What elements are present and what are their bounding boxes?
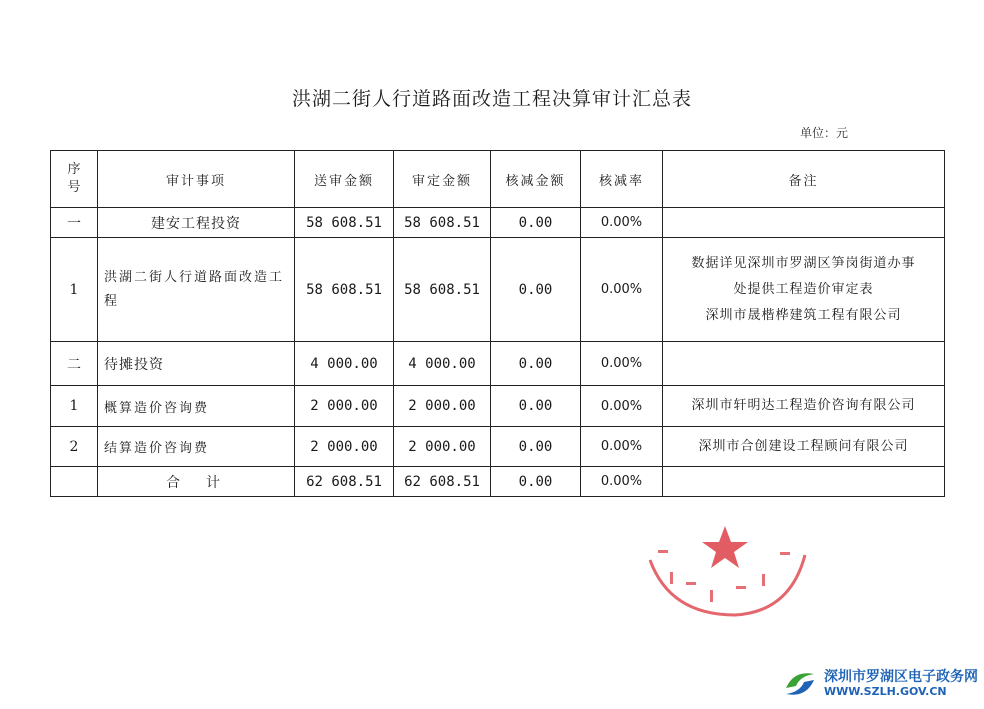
row-reduction: 0.00: [491, 386, 581, 427]
row-approved: 4 000.00: [394, 342, 491, 386]
header-item: 审计事项: [98, 151, 295, 208]
row-submitted: 58 608.51: [295, 208, 394, 238]
row-seq: 1: [51, 238, 98, 342]
row-approved: 2 000.00: [394, 427, 491, 467]
egov-url: WWW.SZLH.GOV.CN: [824, 685, 947, 698]
row-seq: 2: [51, 427, 98, 467]
row-seq: 1: [51, 386, 98, 427]
header-reduction: 核减金额: [491, 151, 581, 208]
unit-label: 单位：元: [800, 126, 849, 140]
row-submitted: 2 000.00: [295, 427, 394, 467]
row-seq: [51, 467, 98, 497]
row-reduction: 0.00: [491, 427, 581, 467]
row-remarks: [663, 467, 945, 497]
row-approved: 58 608.51: [394, 208, 491, 238]
row-item: 洪湖二街人行道路面改造工程: [98, 238, 295, 342]
document-title: 洪湖二街人行道路面改造工程决算审计汇总表: [291, 88, 692, 110]
row-rate: 0.00%: [581, 238, 663, 342]
remarks-line: 数据详见深圳市罗湖区笋岗街道办事: [691, 255, 916, 271]
row-reduction: 0.00: [491, 238, 581, 342]
table-row: [51, 427, 945, 467]
table-row: [51, 386, 945, 427]
row-submitted: 58 608.51: [295, 238, 394, 342]
row-rate: 0.00%: [581, 427, 663, 467]
audit-summary-table: [50, 150, 945, 497]
header-submitted: 送审金额: [295, 151, 394, 208]
row-approved: 58 608.51: [394, 238, 491, 342]
remarks-line: 处提供工程造价审定表: [733, 281, 874, 297]
table-row: [51, 238, 945, 342]
row-rate: 0.00%: [581, 467, 663, 497]
row-submitted: 2 000.00: [295, 386, 394, 427]
row-rate: 0.00%: [581, 342, 663, 386]
header-approved: 审定金额: [394, 151, 491, 208]
row-seq: 一: [51, 208, 98, 238]
egov-logo-icon: [780, 666, 820, 702]
egov-name: 深圳市罗湖区电子政务网: [824, 669, 978, 685]
egov-watermark: [780, 664, 980, 704]
row-seq: 二: [51, 342, 98, 386]
row-item: 建安工程投资: [98, 208, 295, 238]
row-remarks: 深圳市合创建设工程顾问有限公司: [663, 427, 945, 467]
row-approved: 2 000.00: [394, 386, 491, 427]
row-reduction: 0.00: [491, 467, 581, 497]
row-submitted: 62 608.51: [295, 467, 394, 497]
row-remarks: [663, 208, 945, 238]
table-header-row: [51, 151, 945, 208]
row-remarks: [663, 238, 945, 342]
row-item: 结算造价咨询费: [98, 427, 295, 467]
header-rate: 核减率: [581, 151, 663, 208]
row-remarks: [663, 342, 945, 386]
table-row: [51, 342, 945, 386]
row-reduction: 0.00: [491, 342, 581, 386]
row-remarks: 深圳市轩明达工程造价咨询有限公司: [663, 386, 945, 427]
table-total-row: [51, 467, 945, 497]
row-rate: 0.00%: [581, 208, 663, 238]
row-rate: 0.00%: [581, 386, 663, 427]
row-approved: 62 608.51: [394, 467, 491, 497]
header-seq: 序号: [51, 151, 98, 208]
row-submitted: 4 000.00: [295, 342, 394, 386]
official-seal-icon: [640, 520, 810, 620]
remarks-line: 深圳市晟楷桦建筑工程有限公司: [705, 307, 902, 323]
row-item: 待摊投资: [98, 342, 295, 386]
row-item: 概算造价咨询费: [98, 386, 295, 427]
header-remarks: 备注: [663, 151, 945, 208]
row-reduction: 0.00: [491, 208, 581, 238]
table-row: [51, 208, 945, 238]
row-item: 合 计: [98, 467, 295, 497]
